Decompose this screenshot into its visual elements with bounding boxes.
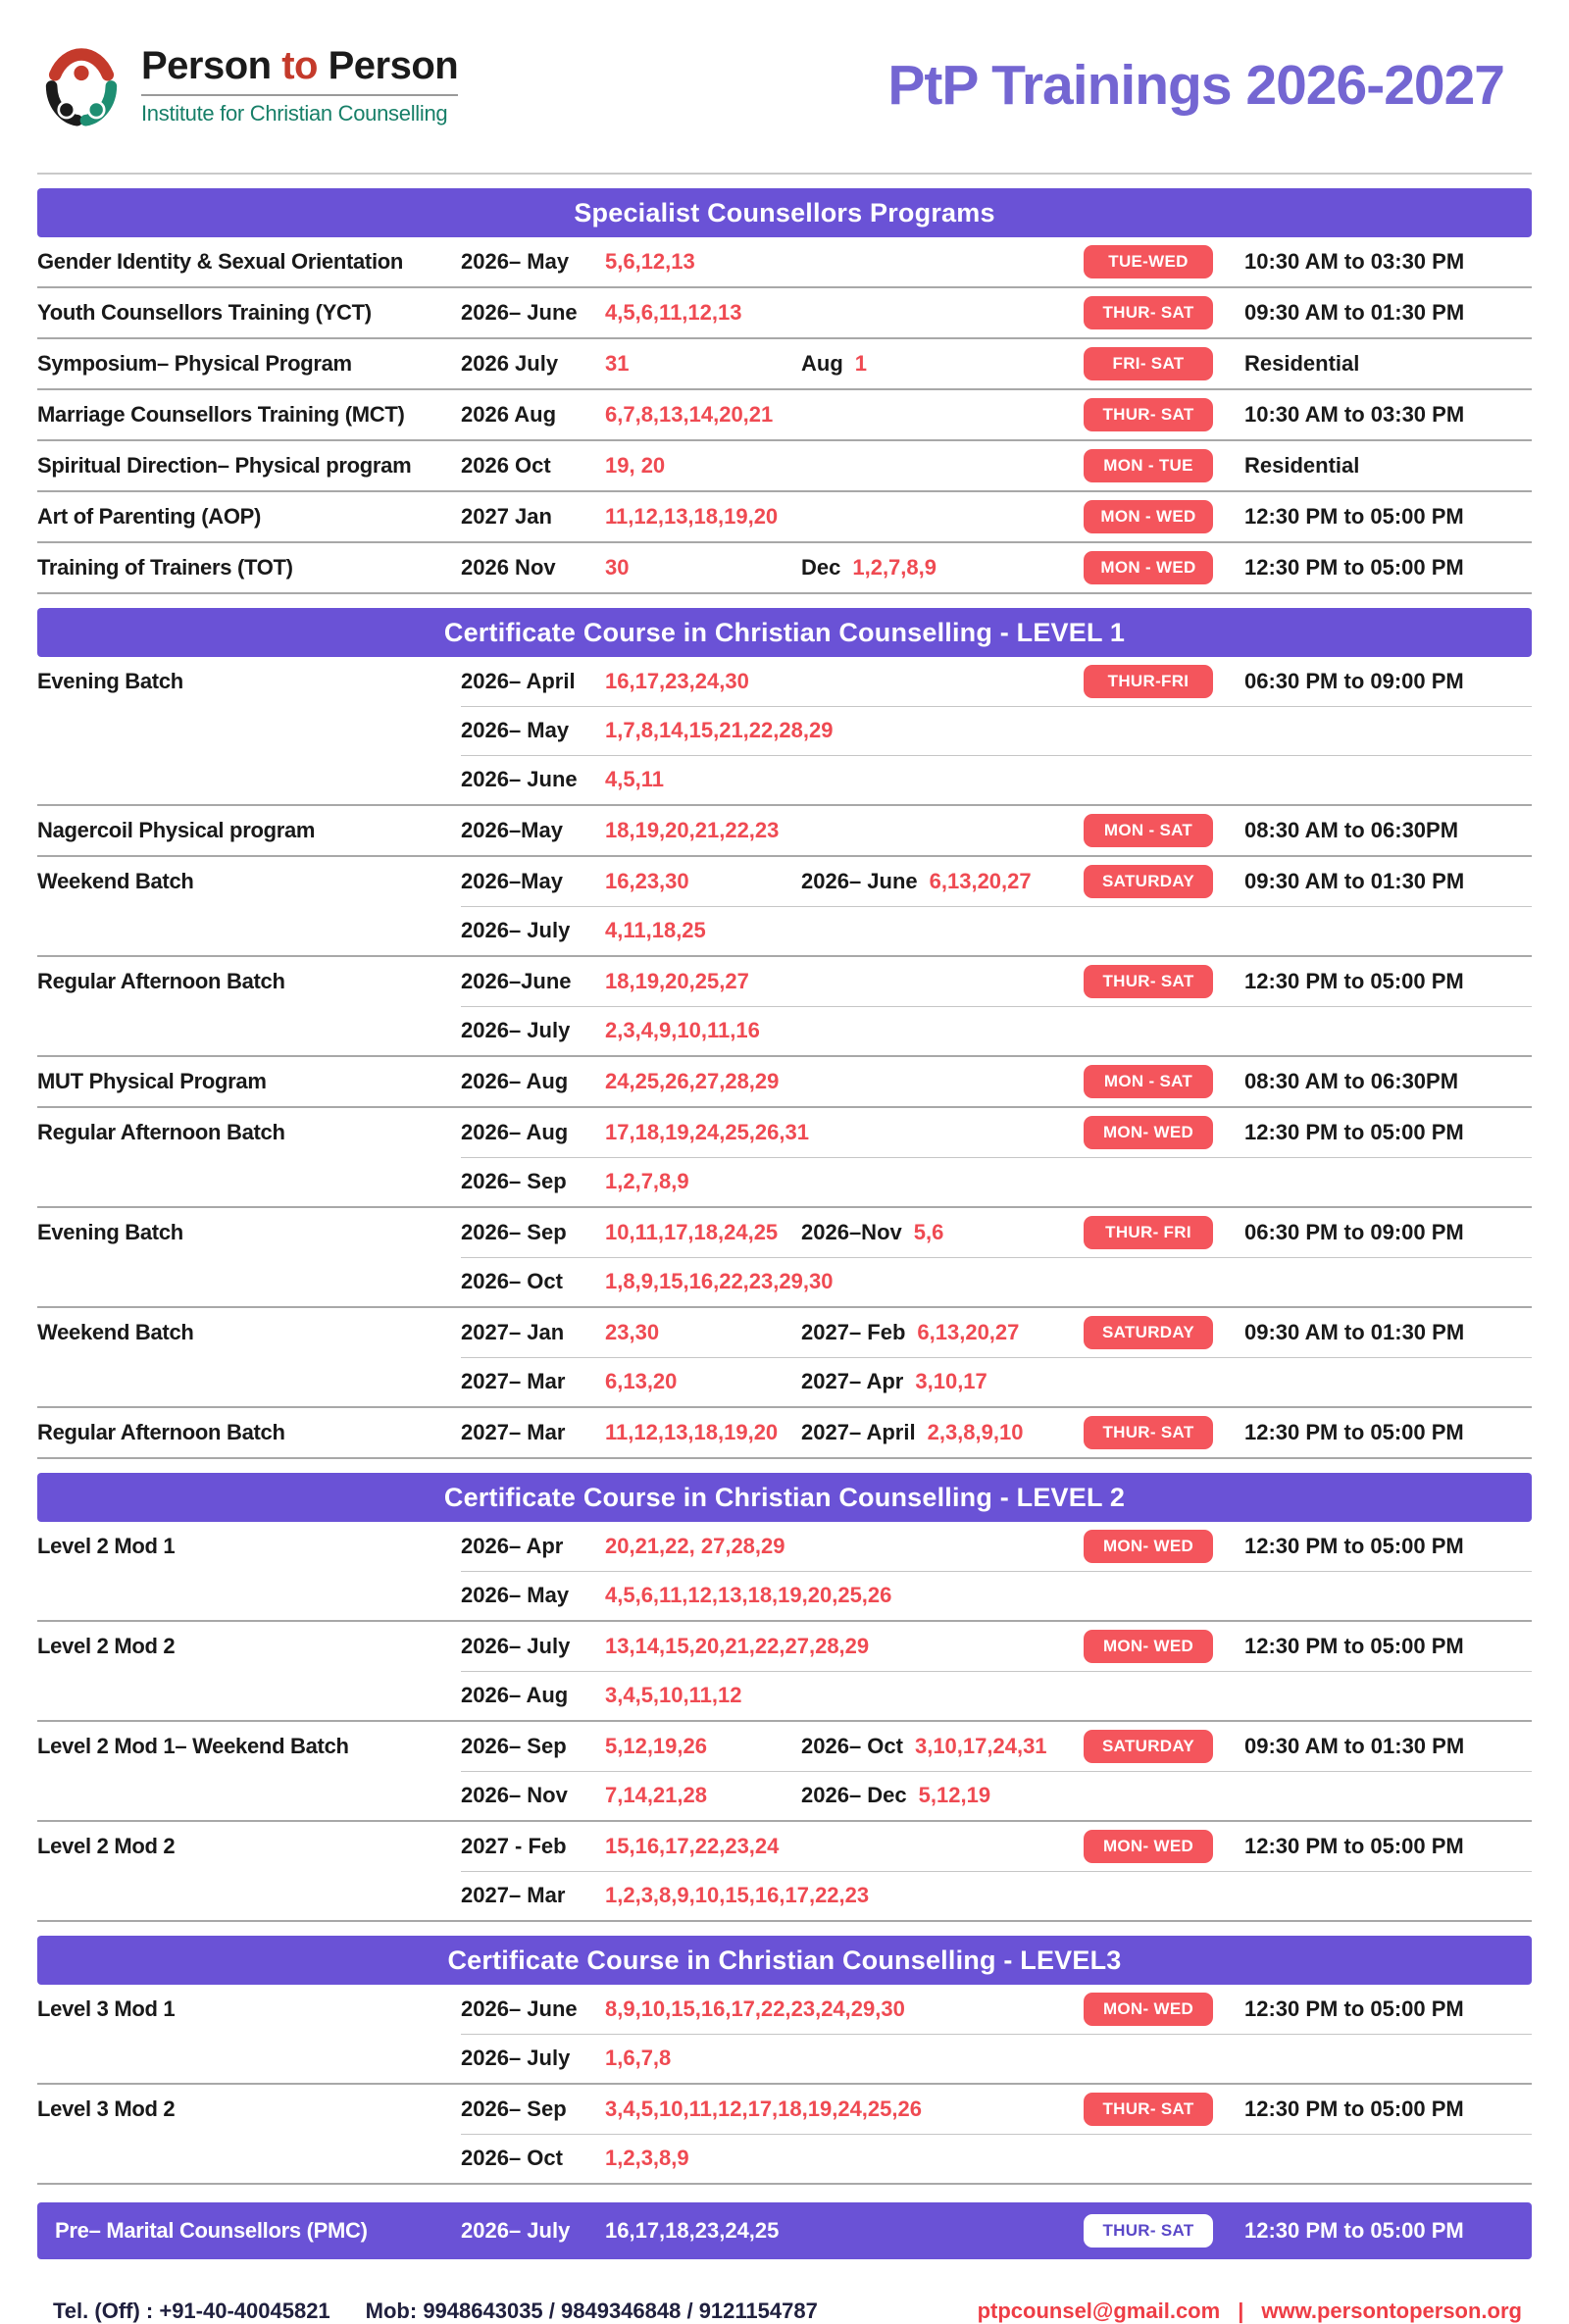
month-label: 2026– May [461, 1583, 570, 1607]
second-month [801, 555, 1084, 581]
schedule-line [37, 390, 1532, 439]
program-name: Regular Afternoon Batch [37, 969, 285, 993]
dates-value: 31 [605, 351, 630, 376]
program-name: Art of Parenting (AOP) [37, 504, 262, 529]
month-label: 2026– June [461, 300, 578, 325]
month-label: 2026– Oct [801, 1734, 903, 1758]
month-label: 2026– Oct [461, 1269, 563, 1293]
time-label: 12:30 PM to 05:00 PM [1244, 504, 1464, 529]
dates-value: 1 [854, 351, 868, 376]
dates-value: 1,8,9,15,16,22,23,29,30 [605, 1269, 834, 1293]
second-month [801, 1783, 1084, 1808]
dates-value: 6,13,20,27 [917, 1320, 1020, 1344]
schedule-line [37, 339, 1532, 388]
time-label: 09:30 AM to 01:30 PM [1244, 300, 1465, 325]
days-badge: MON - SAT [1084, 814, 1213, 847]
time-label: 12:30 PM to 05:00 PM [1244, 555, 1464, 580]
program-name: MUT Physical Program [37, 1069, 267, 1093]
program-row [37, 1106, 1532, 1206]
schedule-line [37, 2034, 1532, 2083]
program-name: Evening Batch [37, 1220, 183, 1244]
program-row [37, 855, 1532, 955]
logo-text [141, 44, 458, 126]
month-label: Aug [801, 351, 843, 376]
dates-value: 30 [605, 555, 630, 580]
program-row [37, 955, 1532, 1055]
program-row [37, 1522, 1532, 1620]
month-label: 2026– Sep [461, 1734, 567, 1758]
month-label: 2026– July [461, 1634, 571, 1658]
days-badge: FRI- SAT [1084, 347, 1213, 380]
schedule-line [37, 1722, 1532, 1771]
dates-value: 1,2,3,8,9,10,15,16,17,22,23 [605, 1883, 870, 1907]
time-label: 12:30 PM to 05:00 PM [1244, 1634, 1464, 1658]
program-name: Marriage Counsellors Training (MCT) [37, 402, 405, 427]
month-label: 2027– Mar [461, 1369, 566, 1393]
program-name: Weekend Batch [37, 1320, 194, 1344]
schedule-line [37, 1522, 1532, 1571]
days-badge-cell [1084, 347, 1229, 380]
section-header [37, 608, 1532, 657]
month-label: 2027– Mar [461, 1420, 566, 1444]
program-row [37, 490, 1532, 541]
program-row [37, 657, 1532, 804]
schedule-line [37, 2134, 1532, 2183]
days-badge-cell [1084, 1830, 1229, 1863]
dates-value: 18,19,20,25,27 [605, 969, 749, 993]
days-badge: THUR- SAT [1084, 2093, 1213, 2126]
days-badge-cell [1084, 1116, 1229, 1149]
program-name: Level 2 Mod 1 [37, 1534, 176, 1558]
dates-value: 5,6 [913, 1220, 944, 1244]
month-label: 2026– July [461, 918, 571, 942]
footer-separator: | [1238, 2299, 1244, 2323]
program-row [37, 1620, 1532, 1720]
schedule-line [37, 441, 1532, 490]
dates-value: 4,5,6,11,12,13 [605, 300, 742, 325]
month-label: 2026– Sep [461, 2097, 567, 2121]
program-row [37, 1720, 1532, 1820]
program-name: Gender Identity & Sexual Orientation [37, 249, 404, 274]
dates-value: 3,4,5,10,11,12,17,18,19,24,25,26 [605, 2097, 922, 2121]
dates-value: 1,7,8,14,15,21,22,28,29 [605, 718, 834, 742]
dates-value: 4,5,11 [605, 767, 664, 791]
program-name: Regular Afternoon Batch [37, 1420, 285, 1444]
dates-value: 17,18,19,24,25,26,31 [605, 1120, 809, 1144]
program-name: Level 3 Mod 1 [37, 1996, 176, 2021]
logo [37, 36, 458, 134]
section-body [37, 1522, 1532, 1922]
month-label: 2026 Oct [461, 453, 551, 478]
month-label: 2026–Nov [801, 1220, 902, 1244]
month-label: 2026– June [461, 1996, 578, 2021]
days-badge-cell [1084, 2093, 1229, 2126]
time-label: 08:30 AM to 06:30PM [1244, 818, 1459, 842]
days-badge-cell [1084, 245, 1229, 278]
schedule-line [37, 2085, 1532, 2134]
days-badge: MON- WED [1084, 1830, 1213, 1863]
dates-value: 16,17,23,24,30 [605, 669, 749, 693]
time-label: 09:30 AM to 01:30 PM [1244, 1320, 1465, 1344]
days-badge: MON - SAT [1084, 1065, 1213, 1098]
dates-value: 6,7,8,13,14,20,21 [605, 402, 774, 427]
time-label: 06:30 PM to 09:00 PM [1244, 1220, 1464, 1244]
schedule-line [37, 1308, 1532, 1357]
days-badge-cell [1084, 1730, 1229, 1763]
dates-value: 6,13,20,27 [929, 869, 1032, 893]
dates-value: 10,11,17,18,24,25 [605, 1220, 779, 1244]
footer-links [978, 2299, 1532, 2324]
month-label: 2027– Apr [801, 1369, 904, 1393]
program-row [37, 804, 1532, 855]
program-name: Training of Trainers (TOT) [37, 555, 293, 580]
schedule-line [37, 806, 1532, 855]
dates-value: 5,12,19,26 [605, 1734, 707, 1758]
second-month [801, 1420, 1084, 1445]
time-label: 12:30 PM to 05:00 PM [1244, 1834, 1464, 1858]
days-badge: THUR- SAT [1084, 1416, 1213, 1449]
schedule-line [37, 1108, 1532, 1157]
page-title: PtP Trainings 2026-2027 [887, 54, 1504, 117]
schedule-line [37, 492, 1532, 541]
logo-wordmark: Person to Person [141, 44, 459, 87]
dates-value: 18,19,20,21,22,23 [605, 818, 780, 842]
month-label: 2026–May [461, 818, 563, 842]
days-badge: THUR- SAT [1084, 965, 1213, 998]
program-name: Spiritual Direction– Physical program [37, 453, 412, 478]
month-label: 2026– Apr [461, 1534, 564, 1558]
dates-value: 2,3,4,9,10,11,16 [605, 1018, 760, 1042]
program-row [37, 388, 1532, 439]
footer [37, 2299, 1532, 2324]
website-link[interactable]: www.persontoperson.org [1261, 2299, 1522, 2323]
month-label: 2026– May [461, 249, 570, 274]
program-row [37, 1306, 1532, 1406]
month-label: 2026– April [461, 669, 576, 693]
schedule-line [37, 857, 1532, 906]
month-label: 2026– Dec [801, 1783, 907, 1807]
time-label: 12:30 PM to 05:00 PM [1244, 2097, 1464, 2121]
schedule-line [37, 1408, 1532, 1457]
schedule-line [37, 1671, 1532, 1720]
schedule-line [37, 1057, 1532, 1106]
dates-value: 1,2,7,8,9 [605, 1169, 689, 1193]
section-header [37, 188, 1532, 237]
schedule-line [37, 288, 1532, 337]
logo-divider [141, 94, 458, 96]
second-month [801, 869, 1084, 894]
dates-value: 15,16,17,22,23,24 [605, 1834, 780, 1858]
program-name: Symposium– Physical Program [37, 351, 352, 376]
month-label: 2026– June [461, 767, 578, 791]
days-badge: THUR- SAT [1084, 296, 1213, 329]
dates-value: 6,13,20 [605, 1369, 678, 1393]
schedule-line [37, 1771, 1532, 1820]
month-label: 2027 Jan [461, 504, 552, 529]
program-name: Youth Counsellors Training (YCT) [37, 300, 372, 325]
schedule-line [37, 1157, 1532, 1206]
schedule-line [37, 1622, 1532, 1671]
month-label: 2026– Oct [461, 2146, 563, 2170]
days-badge-cell [1084, 1993, 1229, 2026]
section-body [37, 657, 1532, 1459]
program-name: Level 3 Mod 2 [37, 2097, 176, 2121]
days-badge: THUR- SAT [1084, 2214, 1213, 2248]
program-name: Level 2 Mod 2 [37, 1634, 176, 1658]
days-badge: SATURDAY [1084, 865, 1213, 898]
month-label: 2027– Feb [801, 1320, 906, 1344]
program-row [37, 541, 1532, 592]
footer-contact [37, 2299, 818, 2324]
days-badge: MON - WED [1084, 500, 1213, 533]
dates-value: 1,6,7,8 [605, 2046, 672, 2070]
days-badge-cell [1084, 865, 1229, 898]
month-label: 2026– Sep [461, 1169, 567, 1193]
program-row [37, 1985, 1532, 2083]
days-badge: MON- WED [1084, 1993, 1213, 2026]
month-label: 2027 - Feb [461, 1834, 567, 1858]
second-month [801, 351, 1084, 377]
program-row [37, 1055, 1532, 1106]
logo-subtitle: Institute for Christian Counselling [141, 101, 448, 126]
time-label: 12:30 PM to 05:00 PM [1244, 969, 1464, 993]
days-badge: SATURDAY [1084, 1316, 1213, 1349]
days-badge: THUR-FRI [1084, 665, 1213, 698]
dates-value: 11,12,13,18,19,20 [605, 504, 779, 529]
dates-value: 1,2,3,8,9 [605, 2146, 689, 2170]
second-month [801, 1320, 1084, 1345]
header-divider [37, 173, 1532, 175]
month-label: 2026– Aug [461, 1069, 569, 1093]
time-label: 12:30 PM to 05:00 PM [1244, 1996, 1464, 2021]
days-badge: MON - WED [1084, 551, 1213, 584]
days-badge-cell [1084, 296, 1229, 329]
logo-mark-icon [37, 36, 126, 134]
program-name: Weekend Batch [37, 869, 194, 893]
time-label: Residential [1244, 453, 1360, 478]
month-label: 2026– Aug [461, 1120, 569, 1144]
program-name: Nagercoil Physical program [37, 818, 316, 842]
dates-value: 20,21,22, 27,28,29 [605, 1534, 785, 1558]
pmc-row [37, 2202, 1532, 2259]
dates-value: 4,5,6,11,12,13,18,19,20,25,26 [605, 1583, 892, 1607]
dates-value: 4,11,18,25 [605, 918, 706, 942]
dates-value: 5,6,12,13 [605, 249, 695, 274]
days-badge-cell [1084, 500, 1229, 533]
second-month [801, 1734, 1084, 1759]
days-badge-cell [1084, 1530, 1229, 1563]
dates-value: 11,12,13,18,19,20 [605, 1420, 779, 1444]
dates-value: 8,9,10,15,16,17,22,23,24,29,30 [605, 1996, 905, 2021]
email-link[interactable]: ptpcounsel@gmail.com [977, 2299, 1221, 2323]
month-label: 2026– July [461, 2218, 571, 2243]
days-badge-cell [1084, 449, 1229, 482]
schedule-line [37, 906, 1532, 955]
time-label: 09:30 AM to 01:30 PM [1244, 1734, 1465, 1758]
schedule-line [37, 657, 1532, 706]
dates-value: 2,3,8,9,10 [927, 1420, 1024, 1444]
time-label: 12:30 PM to 05:00 PM [1244, 1120, 1464, 1144]
month-label: 2026– July [461, 2046, 571, 2070]
program-row [37, 237, 1532, 286]
month-label: 2026– July [461, 1018, 571, 1042]
dates-value: 3,4,5,10,11,12 [605, 1683, 742, 1707]
schedule-line [37, 1822, 1532, 1871]
month-label: 2026– June [801, 869, 918, 893]
days-badge-cell [1084, 665, 1229, 698]
days-badge-cell [1084, 551, 1229, 584]
time-label: 10:30 AM to 03:30 PM [1244, 249, 1465, 274]
program-row [37, 286, 1532, 337]
month-label: 2026 Nov [461, 555, 556, 580]
program-name: Level 2 Mod 1– Weekend Batch [37, 1734, 349, 1758]
dates-value: 24,25,26,27,28,29 [605, 1069, 780, 1093]
days-badge-cell [1084, 814, 1229, 847]
program-row [37, 2083, 1532, 2183]
month-label: 2027– Jan [461, 1320, 565, 1344]
section-header [37, 1473, 1532, 1522]
section-title: Certificate Course in Christian Counselling - LEVEL3 [447, 1945, 1122, 1975]
month-label: 2027– April [801, 1420, 916, 1444]
month-label: 2026 Aug [461, 402, 557, 427]
month-label: 2026–May [461, 869, 563, 893]
dates-value: 3,10,17 [915, 1369, 987, 1393]
section-title: Specialist Counsellors Programs [574, 197, 995, 227]
schedule-line [37, 1208, 1532, 1257]
dates-value: 19, 20 [605, 453, 666, 478]
section-header [37, 1936, 1532, 1985]
program-name: Regular Afternoon Batch [37, 1120, 285, 1144]
days-badge: MON- WED [1084, 1116, 1213, 1149]
program-name: Level 2 Mod 2 [37, 1834, 176, 1858]
schedule-line [37, 543, 1532, 592]
phone-office: Tel. (Off) : +91-40-40045821 [53, 2299, 330, 2323]
time-label: 08:30 AM to 06:30PM [1244, 1069, 1459, 1093]
schedule-line [37, 755, 1532, 804]
month-label: Dec [801, 555, 841, 580]
dates-value: 3,10,17,24,31 [914, 1734, 1047, 1758]
section-title: Certificate Course in Christian Counselling - LEVEL 1 [443, 617, 1126, 647]
month-label: 2026– Nov [461, 1783, 568, 1807]
days-badge: TUE-WED [1084, 245, 1213, 278]
month-label: 2026–June [461, 969, 572, 993]
program-name: Evening Batch [37, 669, 183, 693]
dates-value: 7,14,21,28 [605, 1783, 707, 1807]
days-badge: SATURDAY [1084, 1730, 1213, 1763]
section-body [37, 1985, 1532, 2185]
phone-mobile: Mob: 9948643035 / 9849346848 / 9121154787 [365, 2299, 818, 2323]
time-label: 09:30 AM to 01:30 PM [1244, 869, 1465, 893]
days-badge: THUR- SAT [1084, 398, 1213, 431]
schedule-line [37, 706, 1532, 755]
dates-value: 16,17,18,23,24,25 [605, 2218, 780, 2243]
days-badge: MON- WED [1084, 1530, 1213, 1563]
days-badge-cell [1084, 2214, 1229, 2248]
second-month [801, 1369, 1084, 1394]
month-label: 2027– Mar [461, 1883, 566, 1907]
time-label: Residential [1244, 351, 1360, 376]
month-label: 2026– Sep [461, 1220, 567, 1244]
section-title: Certificate Course in Christian Counselling - LEVEL 2 [443, 1482, 1126, 1512]
dates-value: 5,12,19 [918, 1783, 991, 1807]
days-badge-cell [1084, 398, 1229, 431]
schedule-line [37, 1257, 1532, 1306]
dates-value: 23,30 [605, 1320, 660, 1344]
schedule-sections [37, 188, 1532, 2185]
days-badge-cell [1084, 1216, 1229, 1249]
days-badge-cell [1084, 965, 1229, 998]
days-badge: THUR- FRI [1084, 1216, 1213, 1249]
schedule-line [37, 1871, 1532, 1920]
time-label: 12:30 PM to 05:00 PM [1244, 1534, 1464, 1558]
time-label: 06:30 PM to 09:00 PM [1244, 669, 1464, 693]
program-row [37, 1406, 1532, 1457]
time-label: 12:30 PM to 05:00 PM [1244, 1420, 1464, 1444]
second-month [801, 1220, 1084, 1245]
days-badge-cell [1084, 1416, 1229, 1449]
schedule-line [37, 1357, 1532, 1406]
days-badge-cell [1084, 1630, 1229, 1663]
schedule-line [37, 1006, 1532, 1055]
header [37, 0, 1532, 147]
schedule-line [37, 237, 1532, 286]
section-body [37, 237, 1532, 594]
time-label: 12:30 PM to 05:00 PM [1244, 2218, 1464, 2243]
program-name: Pre– Marital Counsellors (PMC) [55, 2218, 368, 2243]
schedule-line [37, 957, 1532, 1006]
days-badge: MON- WED [1084, 1630, 1213, 1663]
dates-value: 13,14,15,20,21,22,27,28,29 [605, 1634, 870, 1658]
program-row [37, 439, 1532, 490]
dates-value: 1,2,7,8,9 [852, 555, 936, 580]
days-badge-cell [1084, 1316, 1229, 1349]
schedule-line [37, 1985, 1532, 2034]
time-label: 10:30 AM to 03:30 PM [1244, 402, 1465, 427]
month-label: 2026– Aug [461, 1683, 569, 1707]
month-label: 2026– May [461, 718, 570, 742]
schedule-line [37, 1571, 1532, 1620]
program-row [37, 1820, 1532, 1920]
program-row [37, 1206, 1532, 1306]
program-row [37, 337, 1532, 388]
days-badge: MON - TUE [1084, 449, 1213, 482]
days-badge-cell [1084, 1065, 1229, 1098]
month-label: 2026 July [461, 351, 559, 376]
dates-value: 16,23,30 [605, 869, 689, 893]
